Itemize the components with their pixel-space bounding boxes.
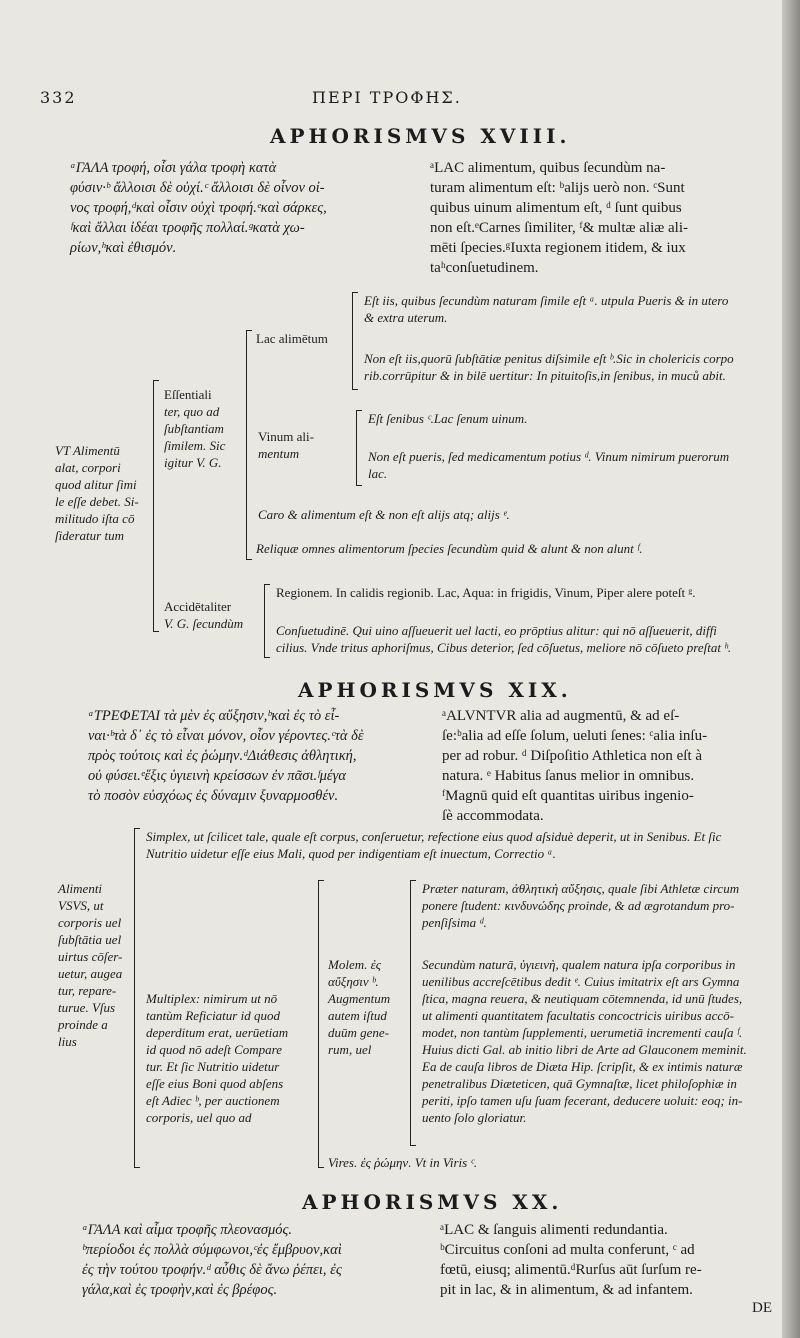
greek-line: νος τροφή,ᵈκαὶ οἷσιν οὐχὶ τροφή.ᵉκαὶ σάρκες, <box>70 200 327 216</box>
tree-text: mentum <box>258 446 300 461</box>
tree-text: Eſt iis, quibus ſecundùm naturam ſimile eſt ᵃ. utpula Pueris & in utero <box>364 293 729 308</box>
greek-line: ᵇπερίοδοι ἐς πολλὰ σύμφωνοι,ᶜἐς ἔμβρυον,καὶ <box>82 1242 342 1258</box>
tree-text: rib.corrūpitur & in bilē uertitur: In pituitoſis,in ſenibus, in muců abit. <box>364 368 726 383</box>
greek-line: ναι·ᵇτὰ δ᾽ ἐς τὸ εἶναι μόνον, οἷον γέροντες.ᶜτὰ δὲ <box>88 728 364 744</box>
tree-text: Augmentum <box>328 991 391 1006</box>
tree-text: tantùm Reficiatur id quod <box>146 1008 280 1023</box>
tree-text: ſubſtantiam <box>164 421 224 436</box>
tree-text: Vinum ali- <box>258 429 314 444</box>
tree1-lac-no <box>364 350 776 384</box>
catchword: DE <box>752 1300 772 1316</box>
tree-text: Multiplex: nimirum ut nō <box>146 991 278 1006</box>
greek-line: γάλα,καὶ ἐς τροφὴν,καὶ ἐς βρέφος. <box>82 1282 278 1298</box>
tree2-simplex <box>146 828 778 862</box>
tree-text: eſſe eius Boni quod abſens <box>146 1076 284 1091</box>
tree1-accidentaliter <box>164 598 264 632</box>
tree-text: tur, repare- <box>58 983 117 998</box>
tree-text: cilius. Vnde tritus aphoriſmus, Cibus deterior, ſed cōſuetus, meliore nō cōſueto preſtat ʰ. <box>276 640 732 655</box>
brace <box>246 330 252 560</box>
tree-text: αὔξησιν ᵇ. <box>328 974 379 989</box>
tree-text: Non eſt pueris, ſed medicamentum potius ᵈ. Vinum nimirum puerorum <box>368 449 730 464</box>
tree-text: duūm gene- <box>328 1025 390 1040</box>
tree-text: alat, corpori <box>55 460 121 475</box>
latin-line: ſè accommodata. <box>442 808 544 824</box>
tree-text: rum, uel <box>328 1042 372 1057</box>
tree1-vinum <box>258 428 344 462</box>
page-number: 332 <box>40 88 77 107</box>
tree-text: uirtus cōſer- <box>58 949 123 964</box>
tree1-essentiali <box>164 386 244 471</box>
tree-text: Alimenti <box>58 881 103 896</box>
tree2-vires: Vires. ἐς ῥώμην. Vt in Viris ᶜ. <box>328 1155 478 1170</box>
latin-line: quibus uinum alimentum eſt, ᵈ ſunt quibus <box>430 200 682 216</box>
aphorism-19-greek <box>88 706 423 806</box>
tree1-consuetudine <box>276 622 778 656</box>
greek-line: ρίων,ʰκαὶ ἐθισμόν. <box>70 240 177 256</box>
aphorism-19-latin <box>442 706 777 826</box>
tree-text: Simplex, ut ſcilicet tale, quale eſt corpus, conſeruetur, refectione eius quod aſsiduè deperit, ut in Senibus. Et ſic <box>146 829 722 844</box>
tree1-lac-yes <box>364 292 776 326</box>
tree1-vinum-no <box>368 448 778 482</box>
brace <box>352 292 358 390</box>
tree-text: modet, non tantùm ſupplementi, uerumetiā incrementi cauſa ᶠ. <box>422 1025 743 1040</box>
aphorism-20-latin <box>440 1220 776 1300</box>
brace <box>318 880 324 1168</box>
greek-line: ᵃΤΡΕΦΕΤΑΙ τὰ μὲν ἐς αὔξησιν,ᵇκαὶ ἐς τὸ εἶ- <box>88 708 340 724</box>
brace <box>410 880 416 1146</box>
tree-text: le eſſe debet. Si- <box>55 494 139 509</box>
tree-text: Secundùm naturā, ὑγιεινὴ, qualem natura ipſa corporibus in <box>422 957 736 972</box>
tree-text: Eſſentiali <box>164 387 212 402</box>
tree-text: VSVS, ut <box>58 898 104 913</box>
running-title: ΠΕΡΙ ΤΡΟΦΗΣ. <box>312 88 462 107</box>
greek-line: ᶠκαὶ ἄλλαι ἰδέαι τροφῆς πολλαί.ᵍκατὰ χω- <box>70 220 305 236</box>
brace <box>134 828 140 1168</box>
tree-text: corporis, uel quo ad <box>146 1110 252 1125</box>
tree-text: ſtica, magna reuera, & neutiquam cōtemnenda, id unū ſtudes, <box>422 991 743 1006</box>
tree-text: ut alimenti quantitatem facultatis concoctricis uiribus accō- <box>422 1008 734 1023</box>
tree-text: autem iſtud <box>328 1008 387 1023</box>
tree1-regionem: Regionem. In calidis regionib. Lac, Aqua: in frigidis, Vinum, Piper alere poteſt ᵍ. <box>276 585 696 600</box>
tree-text: proinde a <box>58 1017 108 1032</box>
tree1-lac: Lac alimētum <box>256 331 328 346</box>
tree-text: corporis uel <box>58 915 122 930</box>
latin-line: ſe:ᵇalia ad eſſe ſolum, ueluti ſenes: ᶜalia inſu- <box>442 728 708 744</box>
tree-text: Præter naturam, ἀθλητικὴ αὔξησις, quale ſibi Athletæ circum <box>422 881 740 896</box>
tree-text: tur. Et ſic Nutritio uidetur <box>146 1059 280 1074</box>
latin-line: ᵃLAC & ſanguis alimenti redundantia. <box>440 1222 668 1238</box>
tree-text: V. G. ſecundùm <box>164 616 244 631</box>
tree-text: uento ſolo gloriatur. <box>422 1110 527 1125</box>
latin-line: turam alimentum eſt: ᵇalijs uerò non. ᶜSunt <box>430 180 685 196</box>
aphorism-18-latin <box>430 158 775 278</box>
latin-line: fœtū, eiusq; alimentū.ᵈRurſus aūt ſurſum re- <box>440 1262 702 1278</box>
tree-text: ter, quo ad <box>164 404 220 419</box>
tree-text: ſimilem. Sic <box>164 438 226 453</box>
tree1-caro: Caro & alimentum eſt & non eſt alijs atq; alijs ᵉ. <box>258 507 510 522</box>
tree2-molem <box>328 956 406 1058</box>
tree1-reliquae: Reliquæ omnes alimentorum ſpecies ſecundùm quid & alunt & non alunt ᶠ. <box>256 541 643 556</box>
tree2-multiplex <box>146 990 316 1126</box>
tree-text: turue. Vſus <box>58 1000 116 1015</box>
tree-text: quod alitur ſimi <box>55 477 137 492</box>
aphorism-20-greek <box>82 1220 422 1300</box>
tree-text: penetralibus Diæteticen, quā Gymnaſtæ, licet philoſophiæ in <box>422 1076 737 1091</box>
tree-text: Nutritio uidetur eſſe eius Mali, quod per indigentiam eſt inuectum, Correctio ᵃ. <box>146 846 556 861</box>
greek-line: πρὸς τούτοις καὶ ἐς ῥώμην.ᵈΔιάθεσις ἀθλητική, <box>88 748 357 764</box>
tree-text: eſt Adiec ᵇ, per auctionem <box>146 1093 280 1108</box>
latin-line: ᵃALVNTVR alia ad augmentū, & ad eſ- <box>442 708 680 724</box>
latin-line: ᵃLAC alimentum, quibus ſecundùm na- <box>430 160 666 176</box>
tree-text: lius <box>58 1034 77 1049</box>
tree1-vinum-yes: Eſt ſenibus ᶜ.Lac ſenum uinum. <box>368 411 528 426</box>
tree-text: penſiſsima ᵈ. <box>422 915 487 930</box>
tree2-secundum <box>422 956 778 1126</box>
tree2-root <box>58 880 132 1050</box>
tree-text: igitur V. G. <box>164 455 222 470</box>
aphorism-18-title: APHORISMVS XVIII. <box>270 124 571 148</box>
latin-line: pit in lac, & in alimentum, & ad infantem. <box>440 1282 693 1298</box>
latin-line: per ad robur. ᵈ Diſpoſitio Athletica non eſt à <box>442 748 703 764</box>
latin-line: natura. ᵉ Habitus ſanus melior in omnibus. <box>442 768 695 784</box>
greek-line: ᵃΓΑΛΑ τροφή, οἷσι γάλα τροφὴ κατὰ <box>70 160 277 176</box>
tree-text: uenilibus accreſcētibus dedit ᵉ. Cuius imitatrix eſt ars Gymna <box>422 974 740 989</box>
greek-line: ᵃΓΑΛΑ καὶ αἷμα τροφῆς πλεονασμός. <box>82 1222 293 1238</box>
brace <box>153 380 159 632</box>
tree-text: Accidētaliter <box>164 599 232 614</box>
greek-line: οὐ φύσει.ᵉἕξις ὑγιεινὴ κρείσσων ἐν πᾶσι.ᶠμέγα <box>88 768 346 784</box>
tree-text: & extra uterum. <box>364 310 448 325</box>
tree-text: id quod nō adeſt Compare <box>146 1042 283 1057</box>
latin-line: mēti ſpecies.ᵍIuxta regionem itidem, & iux <box>430 240 686 256</box>
tree-text: Conſuetudinē. Qui uino aſſueuerit uel lacti, eo prōptius alitur: qui nō aſſueuerit, diffi <box>276 623 717 638</box>
tree-text: periti, ipſo tamen uſu ſuam fecerant, deducere uoluit: eoq; in- <box>422 1093 743 1108</box>
aphorism-18-greek <box>70 158 410 258</box>
greek-line: φύσιν·ᵇ ἄλλοισι δὲ οὐχί.ᶜ ἄλλοισι δὲ οἶνον οἰ- <box>70 180 325 196</box>
page-gutter-shadow <box>782 0 800 1338</box>
aphorism-20-title: APHORISMVS XX. <box>302 1190 563 1214</box>
brace <box>356 410 362 486</box>
tree-text: Ea de cauſa libros de Diæta Hip. ſcripſit, & ex intimis naturæ <box>422 1059 743 1074</box>
latin-line: taʰconſuetudinem. <box>430 260 539 276</box>
tree-text: Molem. ἐς <box>328 957 381 972</box>
tree-text: VT Alimentū <box>55 443 120 458</box>
tree-text: ſideratur tum <box>55 528 124 543</box>
tree2-praeter <box>422 880 778 931</box>
tree-text: lac. <box>368 466 388 481</box>
greek-line: ἐς τὴν τούτου τροφήν.ᵈ αὖθις δὲ ἄνω ῥέπει, ἐς <box>82 1262 342 1278</box>
latin-line: ᶠMagnū quid eſt quantitas uiribus ingenio- <box>442 788 694 804</box>
tree1-root <box>55 442 150 544</box>
tree-text: Huius dicti Gal. ab initio libri de Arte ad Glauconem meminit. <box>422 1042 747 1057</box>
latin-line: ᵇCircuitus conſoni ad multa conferunt, ᶜ ad <box>440 1242 695 1258</box>
tree-text: militudo iſta cō <box>55 511 135 526</box>
aphorism-19-title: APHORISMVS XIX. <box>298 678 572 702</box>
greek-line: τὸ ποσὸν εὐσχόως ἐς δύναμιν ξυναρμοσθέν. <box>88 788 339 804</box>
tree-text: ponere ſtudent: κινδυνώδης proinde, & ad ægrotandum pro- <box>422 898 735 913</box>
latin-line: non eſt.ᵉCarnes ſimiliter, ᶠ& multæ aliæ ali- <box>430 220 689 236</box>
brace <box>264 584 270 658</box>
tree-text: deperditum erat, uerūetiam <box>146 1025 289 1040</box>
tree-text: ſubſtātia uel <box>58 932 122 947</box>
tree-text: Non eſt iis,quorū ſubſtātiæ penitus diſsimile eſt ᵇ.Sic in cholericis corpo <box>364 351 734 366</box>
tree-text: uetur, augea <box>58 966 123 981</box>
